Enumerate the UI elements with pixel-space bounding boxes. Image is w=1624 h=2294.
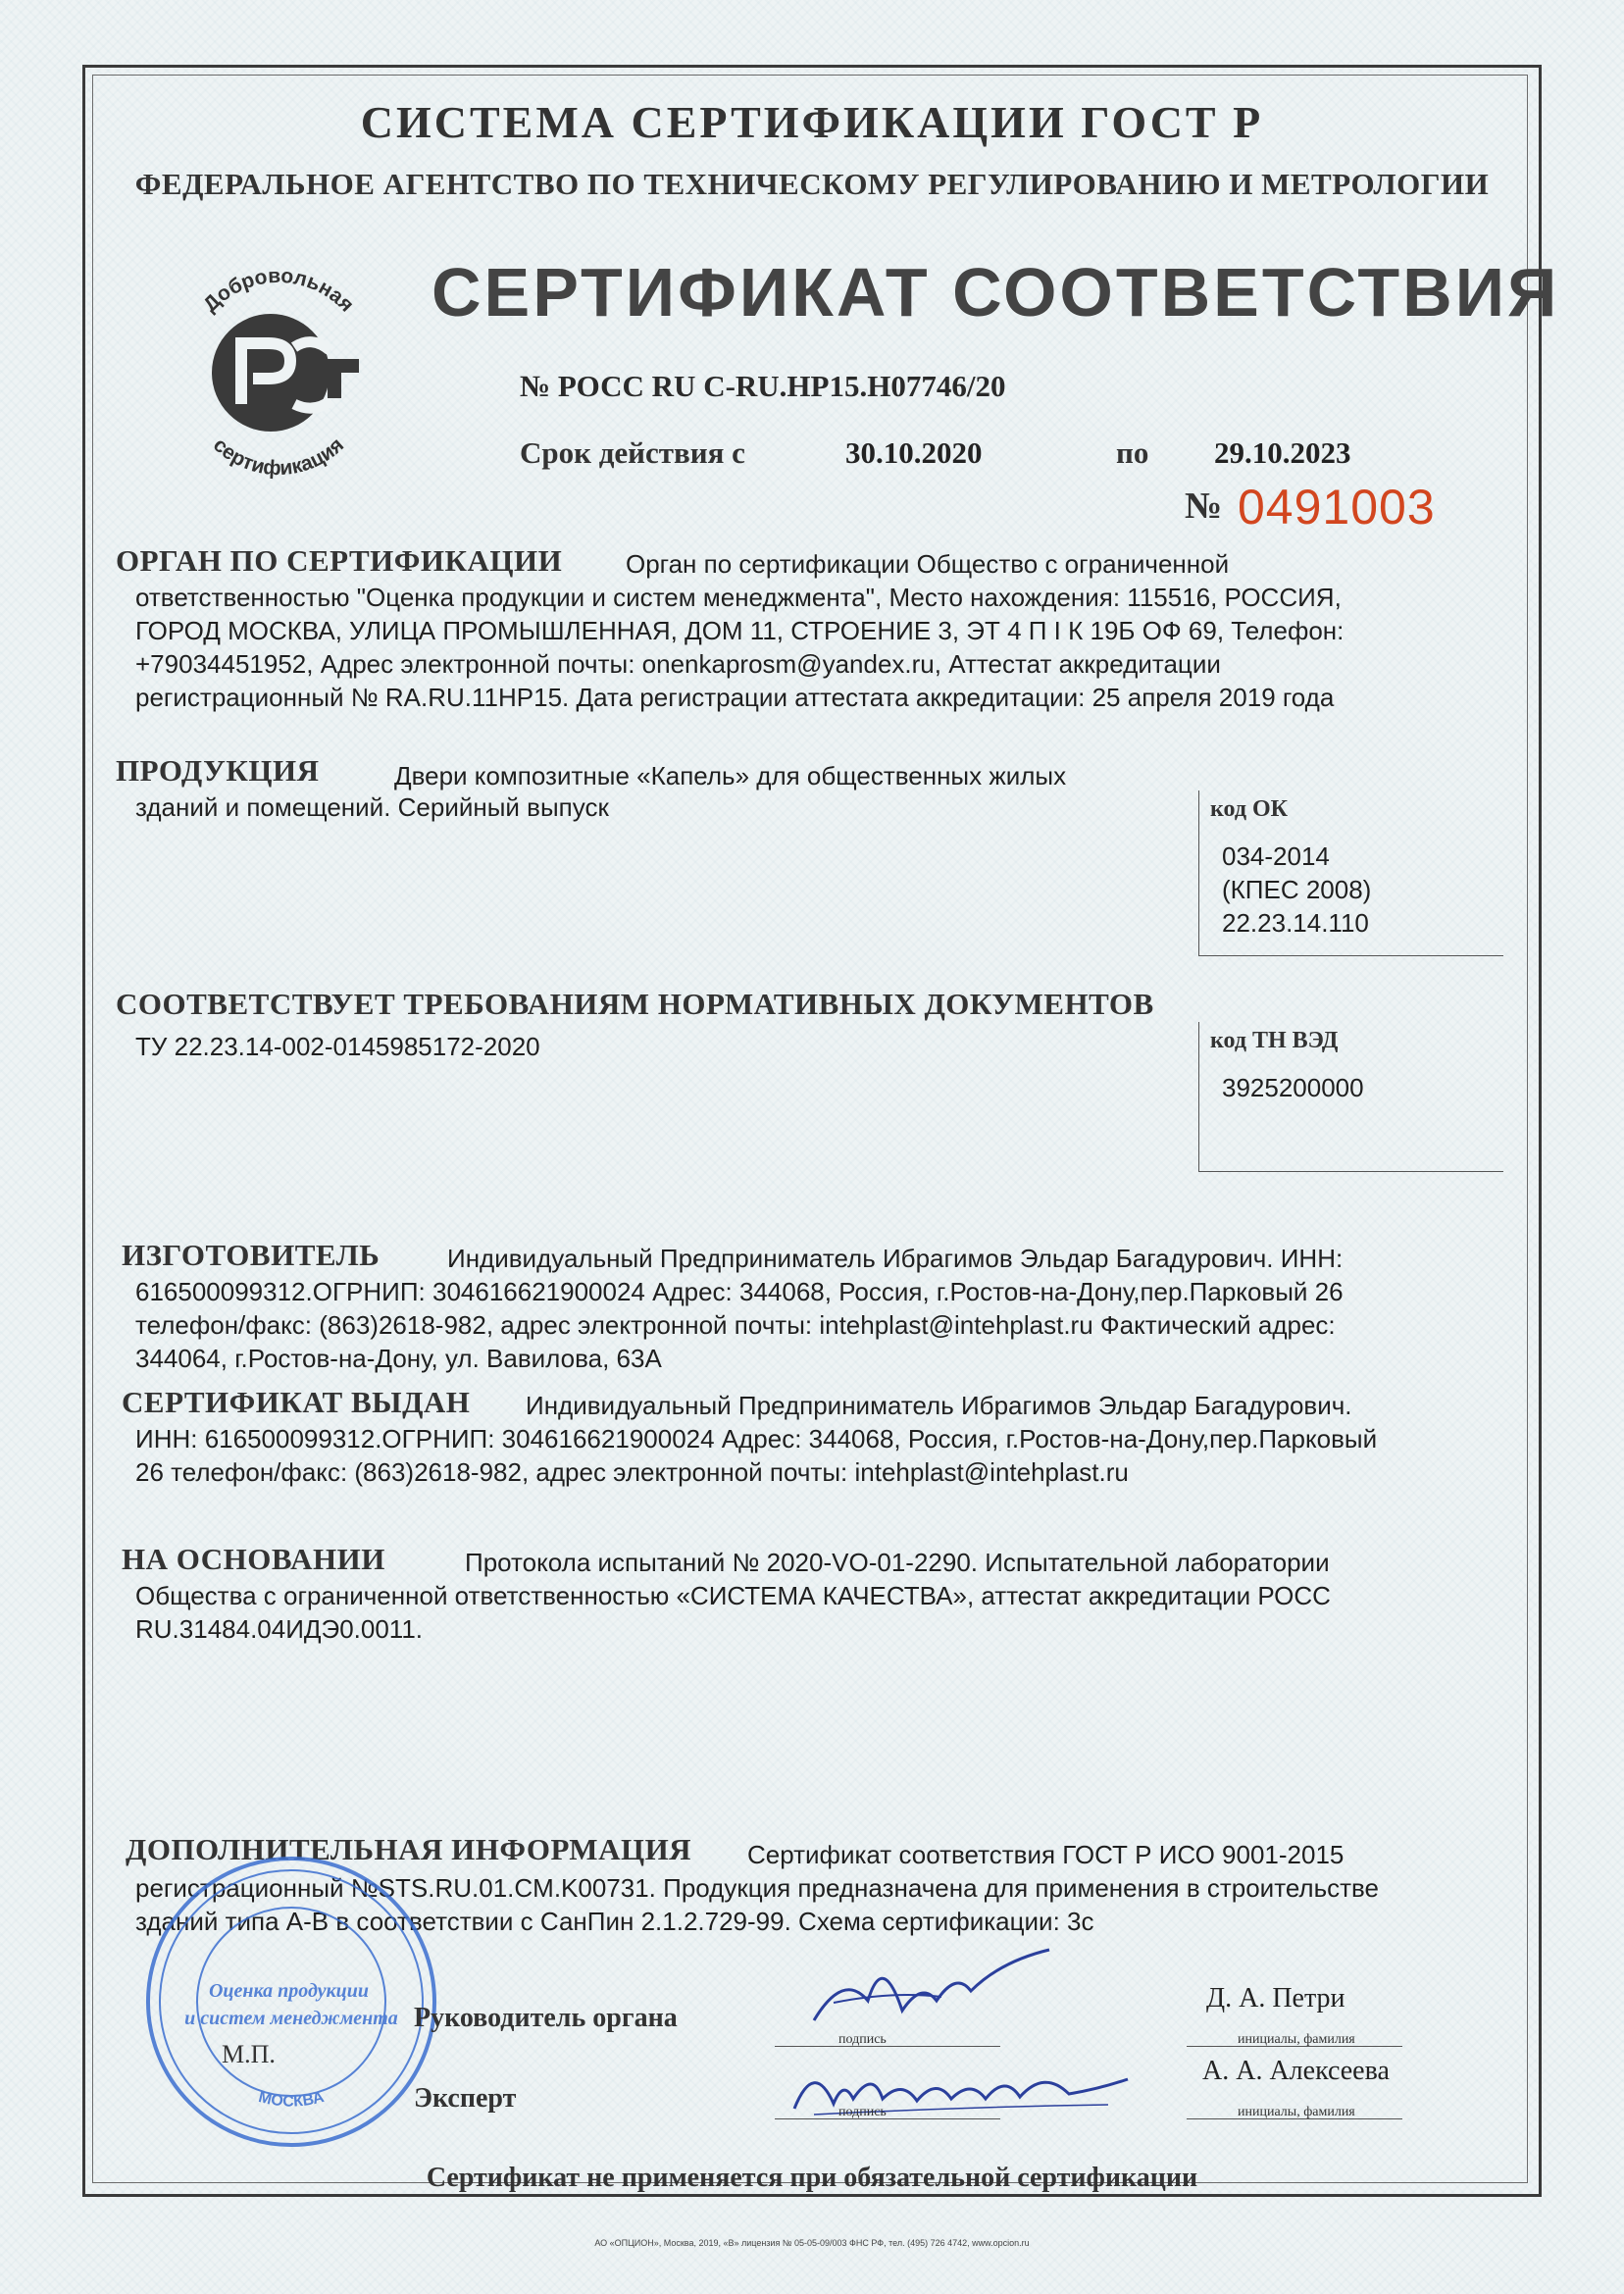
certificate-number: № РОСС RU С-RU.НР15.Н07746/20 <box>520 369 1006 403</box>
manufacturer-text-line: 344064, г.Ростов-на-Дону, ул. Вавилова, 63А <box>135 1344 662 1373</box>
kod-ok-value: (КПЕС 2008) <box>1222 875 1372 904</box>
organ-text-line: ответственностью "Оценка продукции и систем менеджмента", Место нахождения: 115516, РОССИЯ, <box>135 583 1342 612</box>
svg-text:сертификация <box>209 433 348 480</box>
system-title: СИСТЕМА СЕРТИФИКАЦИИ ГОСТ Р <box>360 97 1264 147</box>
basis-text-line: RU.31484.04ИДЭ0.0011. <box>135 1614 424 1644</box>
issued-to-text-line: 26 телефон/факс: (863)2618-982, адрес электронной почты: intehplast@intehplast.ru <box>135 1457 1129 1487</box>
head-of-body-label: Руководитель органа <box>414 2003 678 2033</box>
svg-text:МОСКВА <box>257 2089 327 2111</box>
expert-name: А. А. Алексеева <box>1202 2056 1390 2086</box>
validity-label: Срок действия с <box>520 435 745 470</box>
issued-to-text-line: Индивидуальный Предприниматель Ибрагимов Эльдар Багадурович. <box>526 1391 1352 1420</box>
normative-document: ТУ 22.23.14-002-0145985172-2020 <box>135 1032 540 1061</box>
manufacturer-label: ИЗГОТОВИТЕЛЬ <box>122 1238 381 1272</box>
head-name: Д. А. Петри <box>1206 1983 1345 2014</box>
seal-place-label: М.П. <box>222 2040 276 2068</box>
blank-number-label: № <box>1185 485 1223 527</box>
kod-tn-label: код ТН ВЭД <box>1210 1028 1339 1053</box>
svg-text:Оценка продукции и систем <box>184 1980 398 2029</box>
product-text-line: Двери композитные «Капель» для общественных жилых <box>394 761 1067 790</box>
organ-label: ОРГАН ПО СЕРТИФИКАЦИИ <box>116 543 563 578</box>
footer-note: Сертификат не применяется при обязательной сертификации <box>426 2163 1198 2193</box>
valid-from-date: 30.10.2020 <box>845 435 983 470</box>
logo-bottom-text: сертификация <box>208 433 349 481</box>
organ-text-line: ГОРОД МОСКВА, УЛИЦА ПРОМЫШЛЕННАЯ, ДОМ 11, СТРОЕНИЕ 3, ЭТ 4 П I К 19Б ОФ 69, Телефон: <box>135 616 1345 645</box>
additional-info-text-line: Сертификат соответствия ГОСТ Р ИСО 9001-2015 <box>747 1840 1345 1869</box>
logo-top-text: Добровольная <box>198 264 359 317</box>
expert-sign-caption: подпись <box>838 2105 887 2119</box>
additional-info-text-line: зданий типа А-В в соответствии с СанПин 2.1.2.729-99. Схема сертификации: 3с <box>135 1907 1094 1936</box>
stamp-center-line: Оценка продукции <box>208 1980 370 2002</box>
issued-to-label: СЕРТИФИКАТ ВЫДАН <box>122 1385 471 1419</box>
basis-text-line: Протокола испытаний № 2020-VO-01-2290. Испытательной лаборатории <box>465 1548 1330 1577</box>
organ-text-line: регистрационный № RA.RU.11НР15. Дата регистрации аттестата аккредитации: 25 апреля 2019 года <box>135 683 1335 712</box>
additional-info-label: ДОПОЛНИТЕЛЬНАЯ ИНФОРМАЦИЯ <box>126 1832 692 1866</box>
blank-serial-number: 0491003 <box>1238 480 1436 535</box>
rs-logo-icon <box>165 257 392 484</box>
head-name-caption: инициалы, фамилия <box>1238 2032 1355 2047</box>
manufacturer-text-line: 616500099312.ОГРНИП: 304616621900024 Адрес: 344068, Россия, г.Ростов-на-Дону,пер.Парковый 26 <box>135 1277 1344 1306</box>
organ-text-line: +79034451952, Адрес электронной почты: onenkaprosm@yandex.ru, Аттестат аккредитации <box>135 649 1221 679</box>
product-label: ПРОДУКЦИЯ <box>116 753 320 788</box>
kod-ok-label: код ОК <box>1210 796 1289 822</box>
expert-signature-line <box>775 2118 1000 2119</box>
kod-ok-value: 034-2014 <box>1222 841 1330 871</box>
basis-text-line: Общества с ограниченной ответственностью «СИСТЕМА КАЧЕСТВА», аттестат аккредитации РОСС <box>135 1581 1331 1610</box>
valid-to-date: 29.10.2023 <box>1214 435 1351 470</box>
manufacturer-text-line: Индивидуальный Предприниматель Ибрагимов Эльдар Багадурович. ИНН: <box>447 1244 1344 1273</box>
valid-to-label: по <box>1116 435 1149 470</box>
head-sign-caption: подпись <box>838 2032 887 2047</box>
agency-title: ФЕДЕРАЛЬНОЕ АГЕНТСТВО ПО ТЕХНИЧЕСКОМУ РЕГУЛИРОВАНИЮ И МЕТРОЛОГИИ <box>134 167 1490 201</box>
expert-name-caption: инициалы, фамилия <box>1238 2105 1355 2119</box>
additional-info-text-line: регистрационный №STS.RU.01.CM.K00731. Продукция предназначена для применения в строительстве <box>135 1873 1380 1903</box>
product-text-line: зданий и помещений. Серийный выпуск <box>135 792 609 822</box>
expert-label: Эксперт <box>414 2083 517 2114</box>
certificate-title: СЕРТИФИКАТ СООТВЕТСТВИЯ <box>431 254 1560 331</box>
issued-to-text-line: ИНН: 616500099312.ОГРНИП: 304616621900024 Адрес: 344068, Россия, г.Ростов-на-Дону,пер.Парковый <box>135 1424 1378 1453</box>
manufacturer-text-line: телефон/факс: (863)2618-982, адрес электронной почты: intehplast@intehplast.ru Фактический адрес: <box>135 1310 1336 1340</box>
svg-text:Добровольная <box>199 265 358 317</box>
stamp-city: МОСКВА <box>256 2089 327 2111</box>
head-signature-icon <box>775 1932 1079 2040</box>
organization-stamp-icon <box>139 1850 443 2154</box>
basis-label: НА ОСНОВАНИИ <box>122 1542 385 1576</box>
head-signature-line <box>775 2046 1000 2047</box>
kod-ok-value: 22.23.14.110 <box>1222 908 1369 938</box>
kod-tn-value: 3925200000 <box>1222 1073 1364 1102</box>
conformity-label: СООТВЕТСТВУЕТ ТРЕБОВАНИЯМ НОРМАТИВНЫХ ДОКУМЕНТОВ <box>116 987 1154 1021</box>
printer-imprint: АО «ОПЦИОН», Москва, 2019, «В» лицензия № 05-05-09/003 ФНС РФ, тел. (495) 726 4742, www.opcion.ru <box>594 2238 1030 2248</box>
expert-signature-icon <box>775 2050 1147 2128</box>
stamp-center-line: и систем менеджмента <box>184 2008 398 2029</box>
organ-text-line: Орган по сертификации Общество с ограниченной <box>626 549 1230 579</box>
